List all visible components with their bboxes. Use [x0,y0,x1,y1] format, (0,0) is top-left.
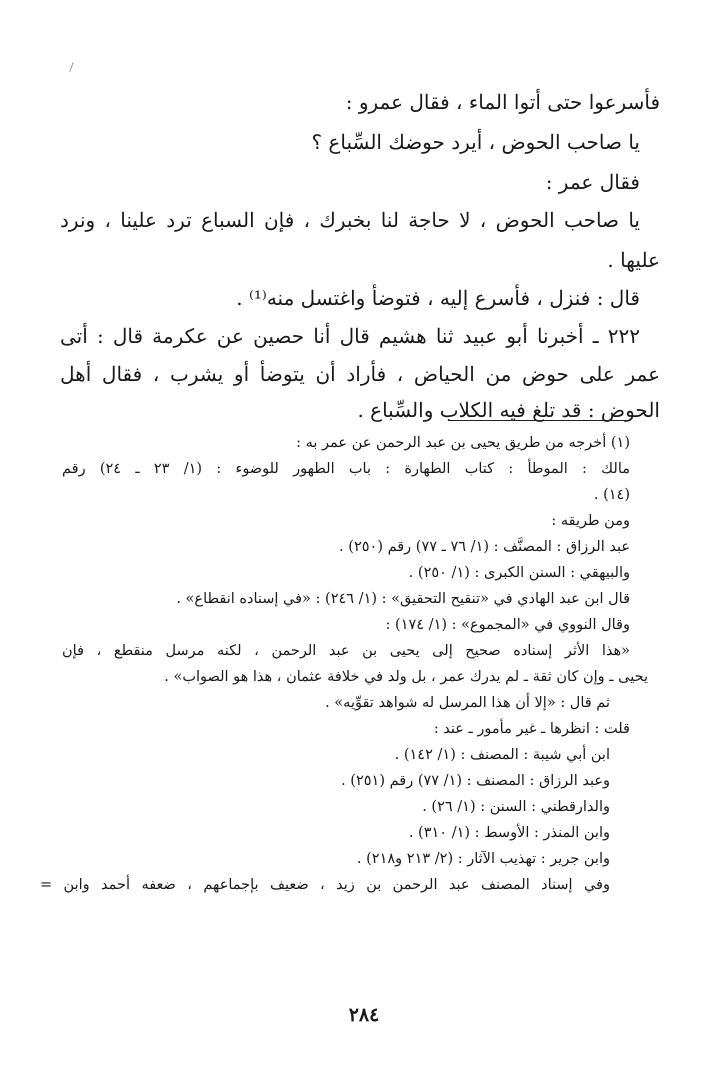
footnote-line-12: قلت : انظرها ـ غير مأمور ـ عند : [433,721,630,737]
footnote-line-1: (١) أخرجه من طريق يحيى بن عبد الرحمن عن عمر به : [296,435,630,451]
footnote-line-6: والبيهقي : السنن الكبرى : (١/ ٢٥٠) . [408,565,630,581]
page-number: ٢٨٤ [348,1004,380,1026]
footnote-line-3: (١٤) . [593,487,630,503]
footnote-line-8: وقال النووي في «المجموع» : (١/ ١٧٤) : [385,617,630,633]
main-line-9: الحوض : قد تلغ فيه الكلاب والسِّباع . [357,398,660,422]
footnote-separator [448,420,630,421]
footnote-line-15: والدارقطني : السنن : (١/ ٢٦) . [422,799,610,815]
footnote-line-11: ثم قال : «إلا أن هذا المرسل له شواهد تقوِّيه» . [325,695,610,711]
main-line-1: فأسرعوا حتى أتوا الماء ، فقال عمرو : [345,90,660,114]
footnote-line-17: وابن جرير : تهذيب الآثار : (٢/ ٢١٣ و٢١٨) . [356,851,610,867]
main-line-3: فقال عمر : [545,170,640,194]
footnote-line-10: يحيى ـ وإن كان ثقة ـ لم يدرك عمر ، بل ولد في خلافة عثمان ، هذا هو الصواب» . [164,669,648,685]
footnote-line-9: «هذا الأثر إسناده صحيح إلى يحيى بن عبد الرحمن ، لكنه مرسل منقطع ، فإن [62,643,630,659]
margin-mark [69,62,73,72]
main-line-4: يا صاحب الحوض ، لا حاجة لنا بخبرك ، فإن السباع ترد علينا ، ونرد [60,208,640,232]
main-line-7: ٢٢٢ ـ أخبرنا أبو عبيد ثنا هشيم قال أنا حصين عن عكرمة قال : أتى [60,324,640,348]
main-line-5: عليها . [607,248,660,272]
footnote-line-14: وعبد الرزاق : المصنف : (١/ ٧٧) رقم (٢٥١) . [341,773,610,789]
footnote-line-4: ومن طريقه : [551,513,630,529]
footnote-line-13: ابن أبي شيبة : المصنف : (١/ ١٤٢) . [394,747,610,763]
main-line-2: يا صاحب الحوض ، أيرد حوضك السِّباع ؟ [311,130,640,154]
main-text-block [60,84,660,422]
footnote-line-7: قال ابن عبد الهادي في «تنقيح التحقيق» : (١/ ٢٤٦) : «في إسناده انقطاع» . [176,591,630,607]
footnote-line-5: عبد الرزاق : المصنَّف : (١/ ٧٦ ـ ٧٧) رقم (٢٥٠) . [339,539,630,555]
footnote-line-16: وابن المنذر : الأوسط : (١/ ٣١٠) . [408,825,610,841]
footnote-line-2: مالك : الموطأ : كتاب الطهارة : باب الطهور للوضوء : (١/ ٢٣ ـ ٢٤) رقم [62,461,631,477]
footnote-line-18: وفي إسناد المصنف عبد الرحمن بن زيد ، ضعيف بإجماعهم ، ضعفه أحمد وابن = [40,877,610,893]
main-line-8: عمر على حوض من الحياض ، فأراد أن يتوضأ أو يشرب ، فقال أهل [60,362,660,386]
main-line-6: قال : فنزل ، فأسرع إليه ، فتوضأ واغتسل منه⁽¹⁾ . [236,286,640,310]
